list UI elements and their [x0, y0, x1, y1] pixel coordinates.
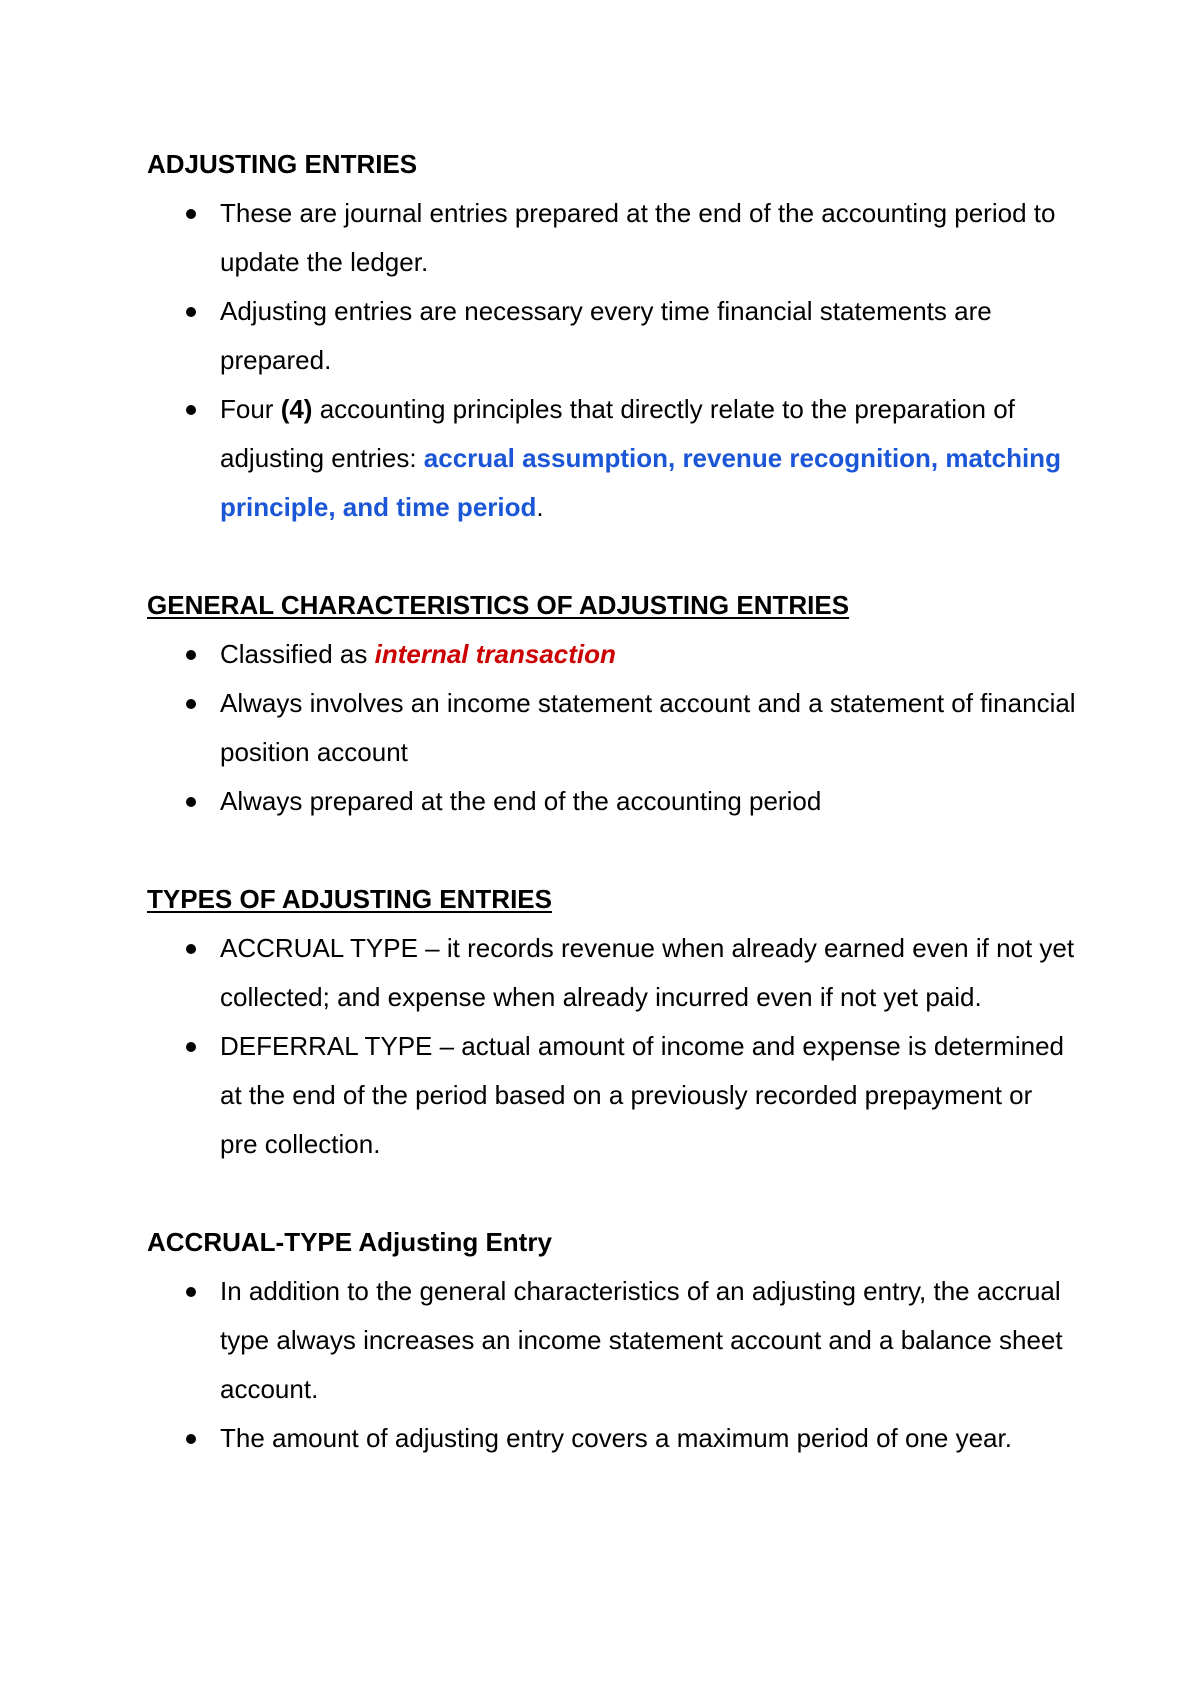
section-types-of-adjusting-entries [147, 875, 1077, 1169]
section-heading: ACCRUAL-TYPE Adjusting Entry [147, 1227, 552, 1257]
list-item [147, 679, 1077, 777]
list-item-text: In addition to the general characteristics of an adjusting entry, the accrual type always increases an income statement account and a balance sheet account. [220, 1276, 1063, 1404]
section-general-characteristics [147, 581, 1077, 826]
list-item [147, 630, 1077, 679]
list-item [147, 1022, 1077, 1169]
list-item [147, 1414, 1077, 1463]
list-item [147, 189, 1077, 287]
bullet-list [147, 189, 1077, 532]
list-item-text: Always involves an income statement account and a statement of financial position account [220, 688, 1076, 767]
bullet-icon [186, 1434, 196, 1444]
list-item [147, 1267, 1077, 1414]
bullet-icon [186, 944, 196, 954]
list-item-text: ACCRUAL TYPE – it records revenue when already earned even if not yet collected; and expense when already incurred even if not yet paid. [220, 933, 1075, 1012]
list-item-text: Four [220, 394, 281, 424]
bullet-icon [186, 1042, 196, 1052]
bullet-list [147, 924, 1077, 1169]
bullet-icon [186, 307, 196, 317]
list-item [147, 287, 1077, 385]
bullet-icon [186, 650, 196, 660]
highlighted-term: internal transaction [374, 639, 616, 669]
list-item [147, 385, 1077, 532]
section-heading: ADJUSTING ENTRIES [147, 149, 418, 179]
section-heading: TYPES OF ADJUSTING ENTRIES [147, 884, 552, 914]
list-item-text: Adjusting entries are necessary every time financial statements are prepared. [220, 296, 992, 375]
bullet-icon [186, 699, 196, 709]
document-body [147, 140, 1077, 1463]
list-item-text: The amount of adjusting entry covers a maximum period of one year. [220, 1423, 1012, 1453]
highlighted-principles: accrual assumption, revenue recognition, matching principle, and time period [220, 443, 1061, 522]
bullet-list [147, 630, 1077, 826]
bullet-icon [186, 209, 196, 219]
list-item [147, 777, 1077, 826]
list-item-text: DEFERRAL TYPE – actual amount of income and expense is determined at the end of the period based on a previously recorded prepayment or pre collection. [220, 1031, 1064, 1159]
bullet-list [147, 1267, 1077, 1463]
section-accrual-type-adjusting-entry [147, 1218, 1077, 1463]
section-heading: GENERAL CHARACTERISTICS OF ADJUSTING ENTRIES [147, 590, 850, 620]
list-item-text: These are journal entries prepared at the end of the accounting period to update the ledger. [220, 198, 1056, 277]
list-item-emphasis: (4) [280, 394, 313, 424]
list-item-text: Classified as [220, 639, 375, 669]
list-item-text: Always prepared at the end of the accounting period [220, 786, 822, 816]
bullet-icon [186, 405, 196, 415]
bullet-icon [186, 797, 196, 807]
list-item [147, 924, 1077, 1022]
list-item-text: . [536, 492, 544, 522]
section-adjusting-entries [147, 140, 1077, 532]
list-item-text: accounting principles that directly relate to the preparation of adjusting entries: [220, 394, 1015, 473]
bullet-icon [186, 1287, 196, 1297]
